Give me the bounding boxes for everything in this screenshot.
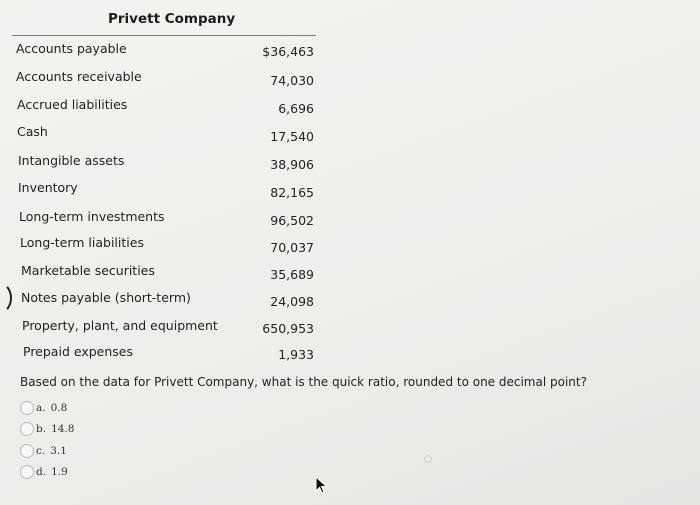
row-label: Accounts payable [16,41,127,56]
row-value: 17,540 [270,129,314,144]
row-label: Inventory [18,180,78,195]
title-divider [12,35,316,36]
mouse-pointer-icon [315,476,329,494]
row-value: 96,502 [270,213,314,228]
row-label: Cash [17,124,48,139]
row-label: Long-term investments [19,209,165,224]
row-label: Property, plant, and equipment [22,318,218,333]
row-value: 6,696 [278,101,314,116]
row-value: 70,037 [270,240,314,255]
row-value: 1,933 [278,347,314,362]
radio-unselected-icon[interactable] [20,444,34,458]
row-value: 35,689 [270,267,314,282]
row-label: Accrued liabilities [17,97,128,112]
faint-circle-mark [424,455,432,463]
radio-unselected-icon[interactable] [20,401,34,415]
option-value: 14.8 [51,423,75,435]
row-label: Intangible assets [18,153,125,168]
option-value: 1.9 [51,466,68,478]
row-value: 24,098 [270,294,314,309]
partial-bracket-decoration [0,282,12,314]
option-letter: b. [36,423,47,435]
row-label: Long-term liabilities [20,235,144,250]
option-a[interactable] [20,400,67,416]
row-value: 38,906 [270,157,314,172]
option-c[interactable] [20,443,67,459]
company-title: Privett Company [108,11,236,27]
row-value: 650,953 [262,321,314,336]
radio-unselected-icon[interactable] [20,422,34,436]
radio-unselected-icon[interactable] [20,465,34,479]
option-d[interactable] [20,464,68,480]
row-label: Notes payable (short-term) [21,290,191,305]
option-letter: d. [36,466,47,478]
option-b[interactable] [20,421,74,437]
row-label: Prepaid expenses [23,344,133,359]
row-value: 82,165 [270,185,314,200]
row-value: $36,463 [262,44,314,59]
row-label: Accounts receivable [16,69,142,84]
option-letter: a. [36,402,46,414]
question-text: Based on the data for Privett Company, what is the quick ratio, rounded to one decimal point? [20,375,587,389]
option-value: 0.8 [50,402,68,414]
row-value: 74,030 [270,73,314,88]
option-letter: c. [36,445,46,457]
option-value: 3.1 [50,445,67,457]
row-label: Marketable securities [21,263,155,278]
